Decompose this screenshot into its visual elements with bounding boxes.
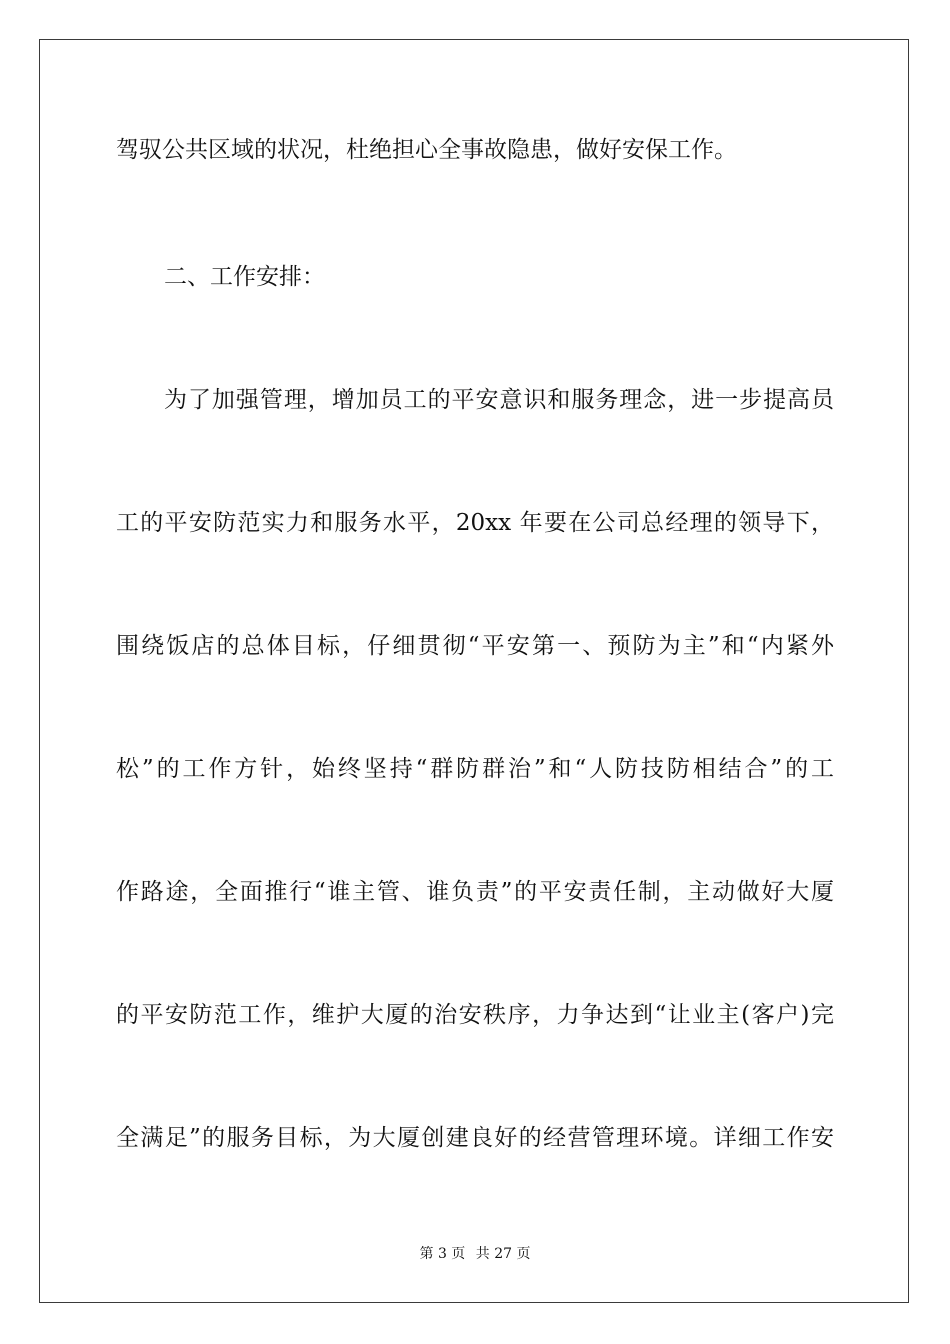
body-line: 为了加强管理，增加员工的平安意识和服务理念，进一步提高员 <box>164 387 834 413</box>
page-total: 共 27 页 <box>475 1246 531 1262</box>
page-border <box>39 39 909 1303</box>
body-line: 作路途，全面推行“谁主管、谁负责”的平安责任制，主动做好大厦 <box>116 879 834 905</box>
section-heading: 二、工作安排： <box>164 264 325 290</box>
body-line: 全满足”的服务目标，为大厦创建良好的经营管理环境。详细工作安 <box>116 1125 834 1151</box>
body-line: 驾驭公共区域的状况，杜绝担心全事故隐患，做好安保工作。 <box>116 137 737 163</box>
body-line: 松”的工作方针，始终坚持“群防群治”和“人防技防相结合”的工 <box>116 756 834 782</box>
body-line: 的平安防范工作，维护大厦的治安秩序，力争达到“让业主(客户)完 <box>116 1002 834 1028</box>
page-footer <box>0 1244 950 1264</box>
body-line: 围绕饭店的总体目标，仔细贯彻“平安第一、预防为主”和“内紧外 <box>116 633 834 659</box>
page-number: 第 3 页 <box>419 1246 466 1262</box>
body-line: 工的平安防范实力和服务水平，20xx 年要在公司总经理的领导下， <box>116 510 834 536</box>
